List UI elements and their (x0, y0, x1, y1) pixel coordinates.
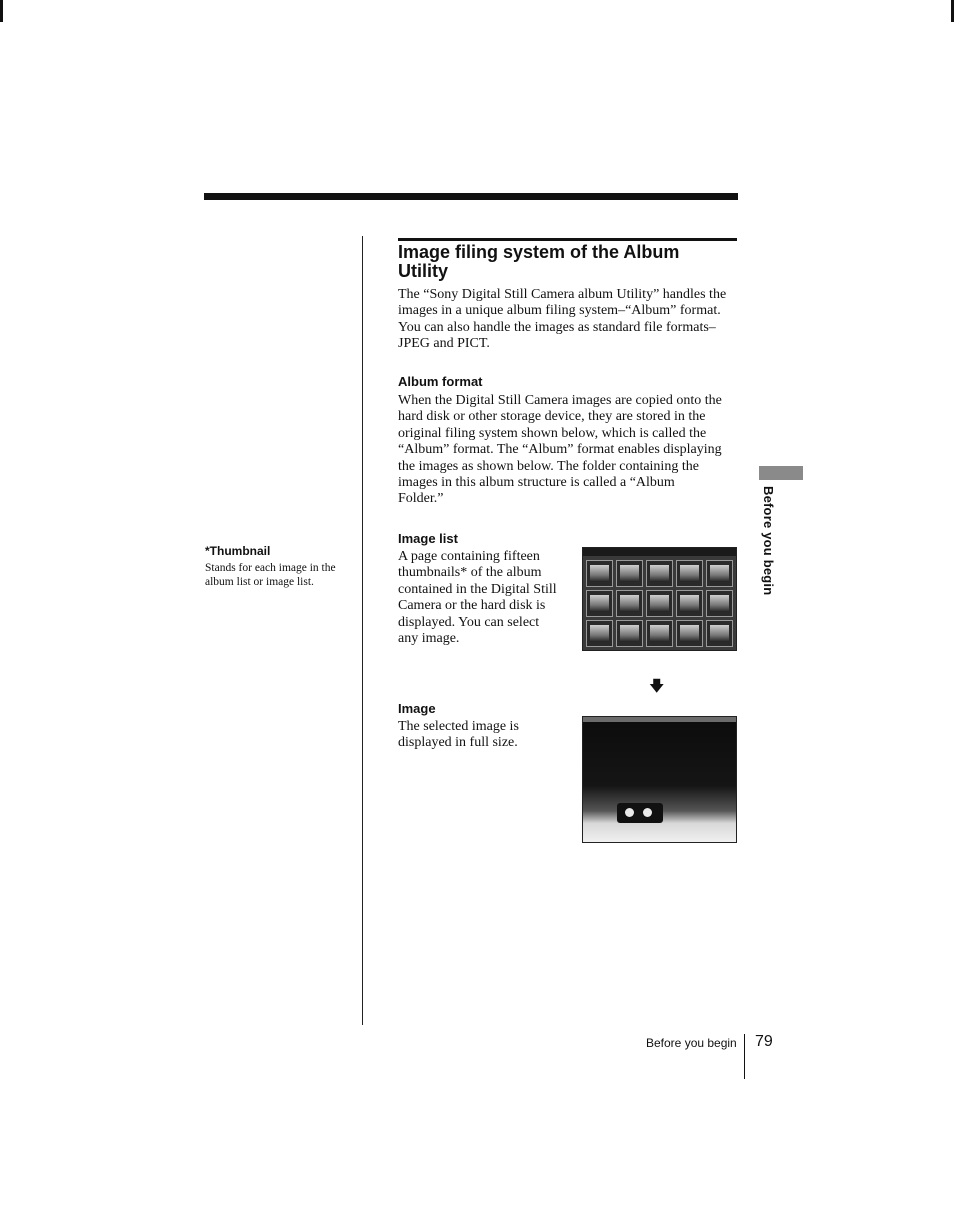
thumbnail (676, 560, 703, 587)
image-list-illustration (582, 547, 737, 651)
section-rule (398, 238, 737, 241)
thumbnail-grid (586, 560, 733, 647)
image-list-paragraph: A page containing fifteen thumbnails* of the album contained in the Digital Still Camera or the hard disk is displayed. You can select any image. (398, 549, 557, 647)
photo-subject (617, 803, 663, 823)
thumbnail (646, 620, 673, 647)
image-window-titlebar (583, 717, 736, 722)
header-bar (204, 193, 738, 200)
thumbnail (616, 620, 643, 647)
thumbnail (676, 620, 703, 647)
thumbnail (616, 590, 643, 617)
side-tab-marker (759, 466, 803, 480)
column-divider (362, 236, 363, 1025)
footer-section-label: Before you begin (646, 1036, 737, 1050)
thumbnail (646, 560, 673, 587)
thumbnail (616, 560, 643, 587)
thumbnail (706, 560, 733, 587)
thumbnail (586, 620, 613, 647)
thumbnail-panel-header (583, 548, 736, 556)
crop-mark-left (0, 0, 3, 22)
image-paragraph: The selected image is displayed in full size. (398, 719, 519, 751)
thumbnail (676, 590, 703, 617)
full-size-image-illustration (582, 716, 737, 843)
thumbnail (586, 590, 613, 617)
thumbnail (706, 590, 733, 617)
sidenote-title: *Thumbnail (205, 544, 271, 558)
image-list-heading: Image list (398, 531, 458, 546)
section-title: Image filing system of the Album Utility (398, 242, 680, 281)
thumbnail (646, 590, 673, 617)
thumbnail (586, 560, 613, 587)
album-format-paragraph: When the Digital Still Camera images are copied onto the hard disk or other storage device, they are stored in the original filing system shown below, which is called the “Album” format. The “Album” format enables displaying the images as shown below. The folder containing the images in this album structure is called a “Album Folder.” (398, 393, 722, 507)
footer-divider (744, 1034, 745, 1079)
sidenote-text: Stands for each image in the album list or image list. (205, 562, 336, 588)
image-heading: Image (398, 701, 436, 716)
side-tab-label: Before you begin (761, 486, 776, 596)
page-number: 79 (755, 1033, 773, 1050)
album-format-heading: Album format (398, 374, 483, 389)
intro-paragraph: The “Sony Digital Still Camera album Utility” handles the images in a unique album filing system–“Album” format. You can also handle the images as standard file formats– JPEG and PICT. (398, 287, 727, 352)
arrow-down-icon: 🡇 (649, 677, 665, 695)
thumbnail (706, 620, 733, 647)
